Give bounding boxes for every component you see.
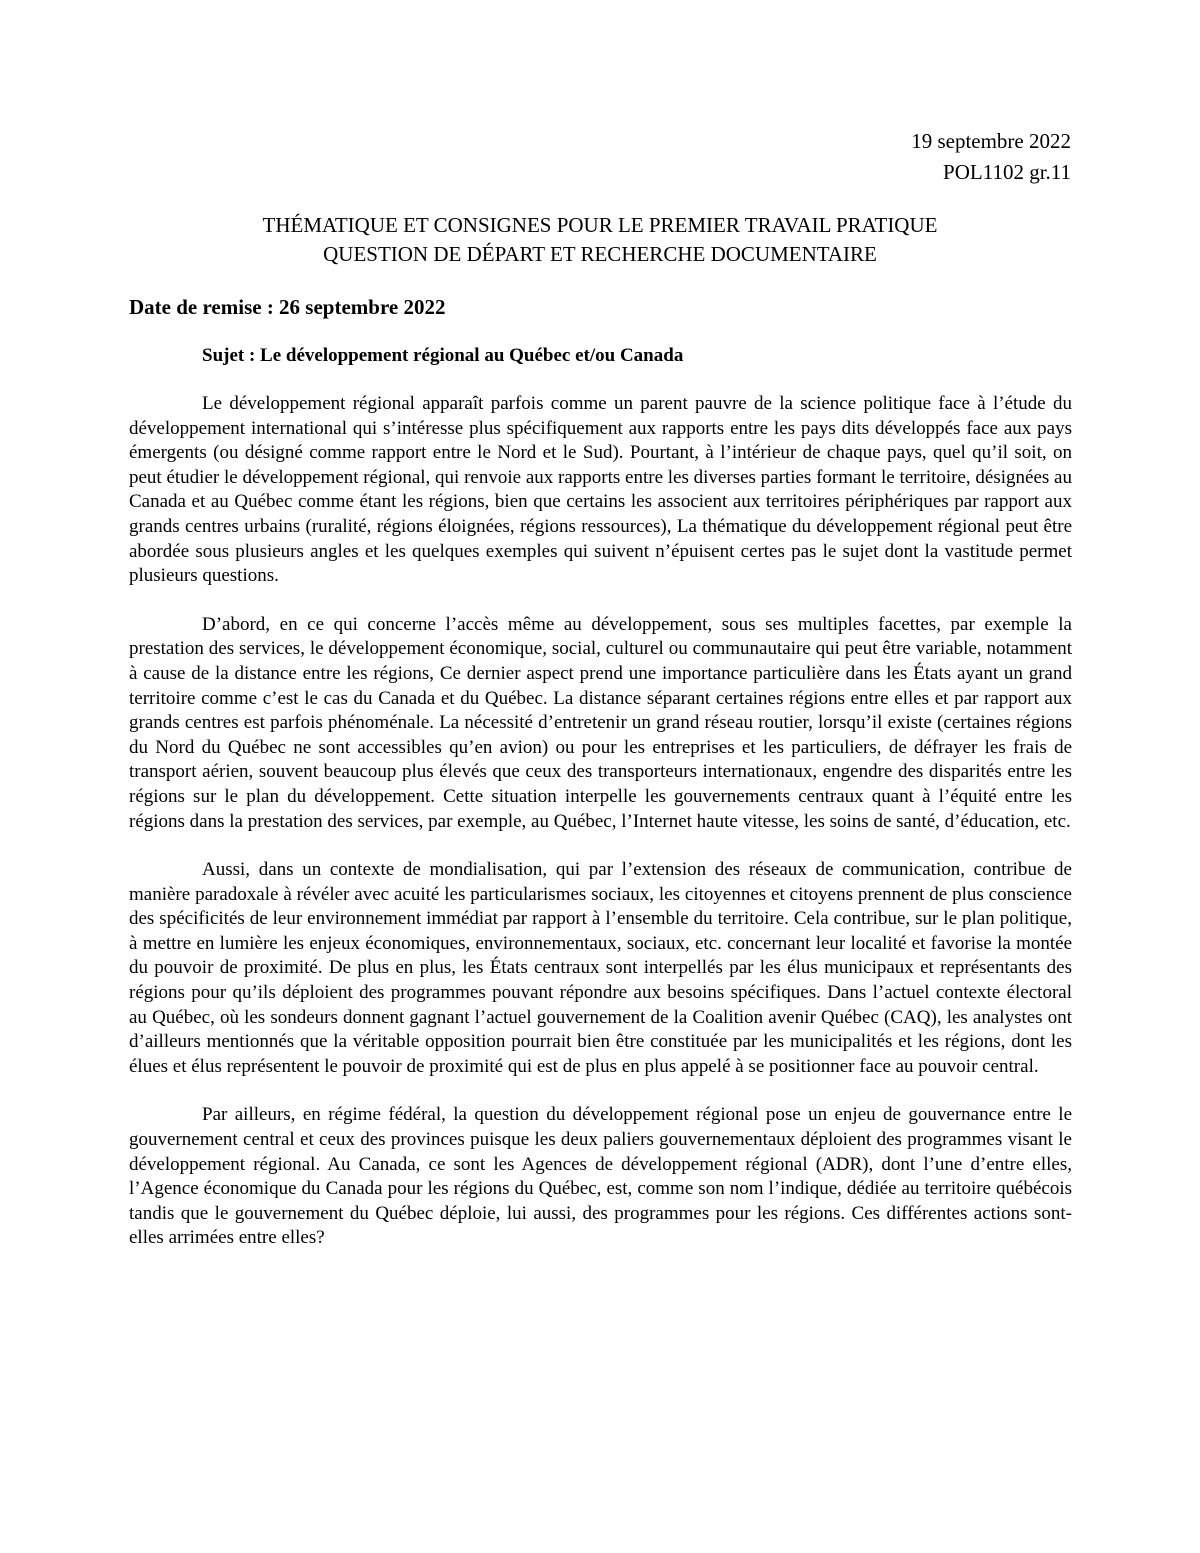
document-header xyxy=(911,126,1071,188)
header-course: POL1102 gr.11 xyxy=(943,160,1071,184)
subject-heading: Sujet : Le développement régional au Québec et/ou Canada xyxy=(202,345,684,366)
paragraph-1: Le développement régional apparaît parfois comme un parent pauvre de la science politique face à l’étude du développement international qui s’intéresse plus spécifiquement aux rapports entre les pays dits développés face aux pays émergents (ou désigné comme rapport entre le Nord et le Sud). Pourtant, à l’intérieur de chaque pays, quel qu’il soit, on peut étudier le développement régional, qui renvoie aux rapports entre les diverses parties formant le territoire, désignées au Canada et au Québec comme étant les régions, bien que certains les associent aux territoires périphériques par rapport aux grands centres urbains (ruralité, régions éloignées, régions ressources), La thématique du développement régional peut être abordée sous plusieurs angles et les quelques exemples qui suivent n’épuisent certes pas le sujet dont la vastitude permet plusieurs questions. xyxy=(129,393,1072,587)
paragraph-2: D’abord, en ce qui concerne l’accès même au développement, sous ses multiples facettes, par exemple la prestation des services, le développement économique, social, culturel ou communautaire qui peut être variable, notamment à cause de la distance entre les régions, Ce dernier aspect prend une importance particulière dans les États ayant un grand territoire comme c’est le cas du Canada et du Québec. La distance séparant certaines régions entre elles et par rapport aux grands centres est parfois phénoménale. La nécessité d’entretenir un grand réseau routier, lorsqu’il existe (certaines régions du Nord du Québec ne sont accessibles qu’en avion) ou pour les entreprises et les particuliers, de défrayer les frais de transport aérien, souvent beaucoup plus élevés que ceux des transporteurs internationaux, engendre des disparités entre les régions sur le plan du développement. Cette situation interpelle les gouvernements centraux quant à l’équité entre les régions dans la prestation des services, par exemple, au Québec, l’Internet haute vitesse, les soins de santé, d’éducation, etc. xyxy=(129,613,1072,832)
header-date: 19 septembre 2022 xyxy=(911,129,1071,153)
paragraph-4: Par ailleurs, en régime fédéral, la question du développement régional pose un enjeu de gouvernance entre le gouvernement central et ceux des provinces puisque les deux paliers gouvernementaux déploient des programmes visant le développement régional. Au Canada, ce sont les Agences de développement régional (ADR), dont l’une d’entre elles, l’Agence économique du Canada pour les régions du Québec, est, comme son nom l’indique, dédiée au territoire québécois tandis que le gouvernement du Québec déploie, lui aussi, des programmes pour les régions. Ces différentes actions sont-elles arrimées entre elles? xyxy=(129,1104,1072,1249)
due-date: Date de remise : 26 septembre 2022 xyxy=(129,295,446,319)
title-line-1: THÉMATIQUE ET CONSIGNES POUR LE PREMIER TRAVAIL PRATIQUE xyxy=(262,213,938,237)
paragraph-3: Aussi, dans un contexte de mondialisation, qui par l’extension des réseaux de communication, contribue de manière paradoxale à révéler avec acuité les particularismes sociaux, les citoyennes et citoyens prennent de plus conscience des spécificités de leur environnement immédiat par rapport à l’ensemble du territoire. Cela contribue, sur le plan politique, à mettre en lumière les enjeux économiques, environnementaux, sociaux, etc. concernant leur localité et favorise la montée du pouvoir de proximité. De plus en plus, les États centraux sont interpellés par les élus municipaux et représentants des régions pour qu’ils déploient des programmes pouvant répondre aux besoins spécifiques. Dans l’actuel contexte électoral au Québec, où les sondeurs donnent gagnant l’actuel gouvernement de la Coalition avenir Québec (CAQ), les analystes ont d’ailleurs mentionnés que la véritable opposition pourrait bien être constituée par les municipalités et les régions, dont les élues et élus représentent le pouvoir de proximité qui est de plus en plus appelé à se positionner face au pouvoir central. xyxy=(129,859,1072,1077)
document-title xyxy=(0,211,1200,269)
document-body xyxy=(129,392,1072,1275)
title-line-2: QUESTION DE DÉPART ET RECHERCHE DOCUMENTAIRE xyxy=(323,242,877,266)
